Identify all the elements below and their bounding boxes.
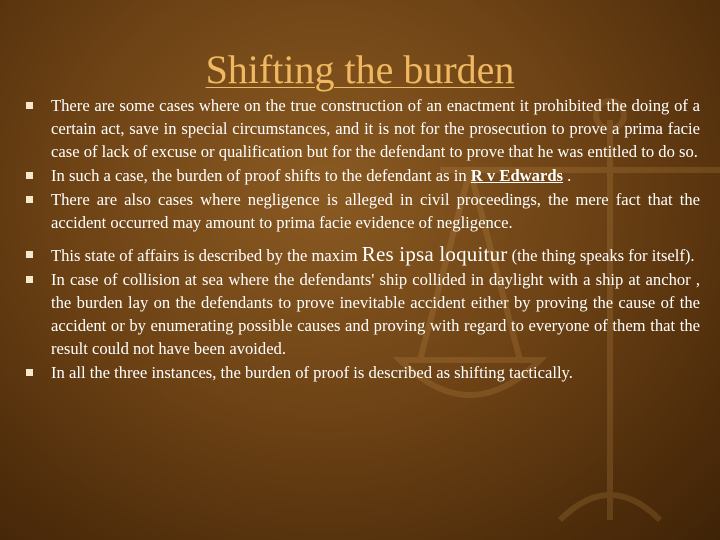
bullet-item: [24, 94, 700, 163]
bullet-text: There are also cases where negligence is alleged in civil proceedings, the mere fact that the accident occurred may amount to prima facie evidence of negligence.: [51, 190, 700, 233]
square-bullet-icon: [26, 369, 33, 376]
square-bullet-icon: [26, 172, 33, 179]
bullet-text-end: (the thing speaks for itself).: [507, 245, 695, 265]
latin-maxim: Res ipsa loquitur: [361, 241, 508, 266]
square-bullet-icon: [26, 276, 33, 283]
case-citation: R v Edwards: [470, 166, 564, 186]
bullet-text: This state of affairs is described by the maxim: [51, 245, 362, 265]
bullet-text-end: .: [563, 166, 572, 186]
bullet-item: [24, 243, 700, 267]
bullet-text: In case of collision at sea where the defendants' ship collided in daylight with a ship at anchor , the burden lay on the defendants to prove inevitable accident either by proving the cause of the accident or by enumerating possible causes and proving with regard to everyone of them that the result could not have been avoided.: [51, 269, 700, 358]
square-bullet-icon: [26, 102, 33, 109]
slide-title: Shifting the burden: [205, 47, 515, 92]
bullet-item: [24, 164, 700, 187]
bullet-text: In all the three instances, the burden of proof is described as shifting tactically.: [51, 363, 573, 383]
square-bullet-icon: [26, 251, 33, 258]
bullet-item: [24, 361, 700, 384]
bullet-text: There are some cases where on the true construction of an enactment it prohibited the doing of a certain act, save in special circumstances, and it is not for the prosecution to prove a prima facie case of lack of excuse or qualification but for the defendant to prove that he was entitled to do so.: [51, 96, 700, 162]
square-bullet-icon: [26, 196, 33, 203]
bullet-text: In such a case, the burden of proof shifts to the defendant as in: [51, 166, 471, 186]
bullet-item: [24, 268, 700, 360]
bullet-item: [24, 188, 700, 234]
bullet-list: [24, 94, 700, 385]
